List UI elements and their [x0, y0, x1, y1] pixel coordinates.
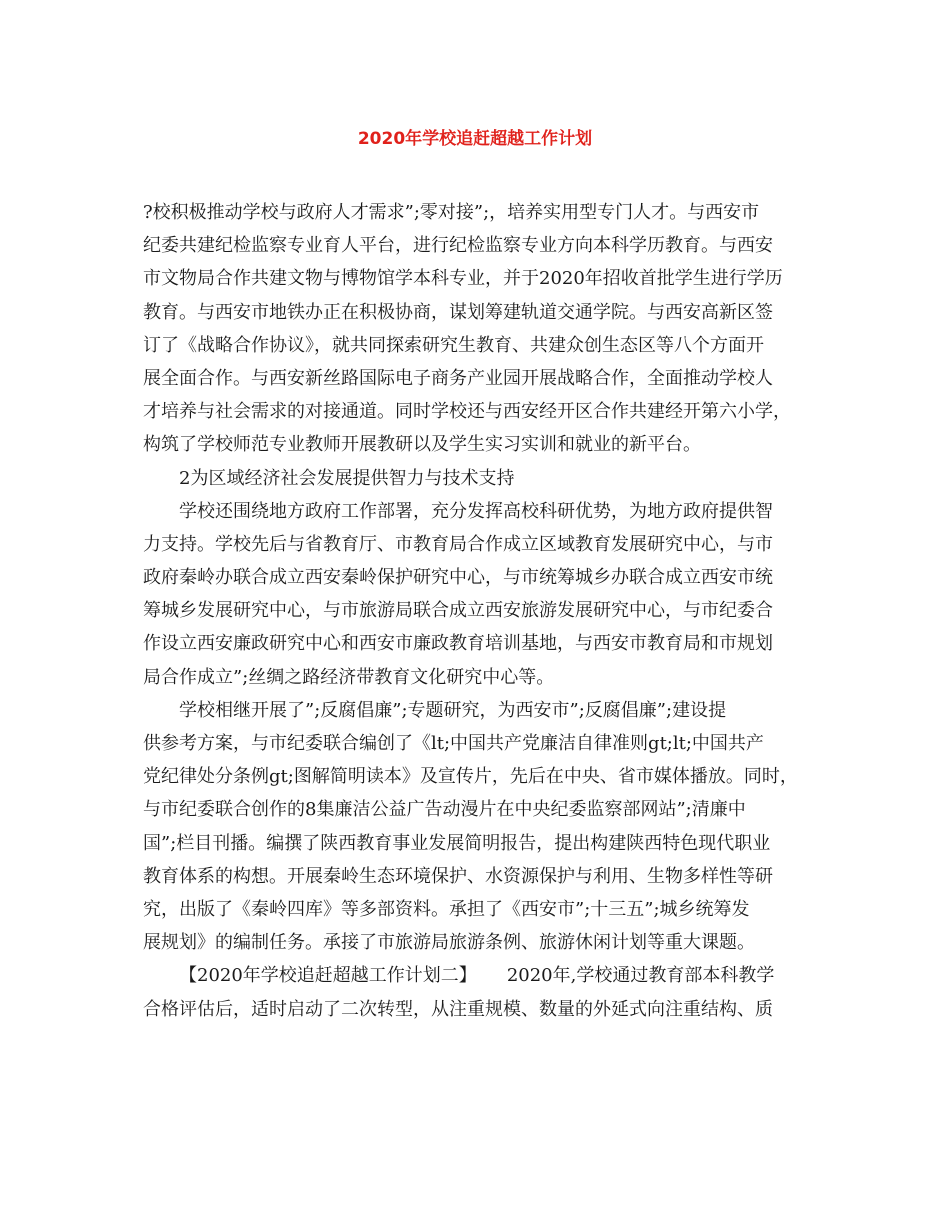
body-line [143, 959, 807, 992]
body-line: 究，出版了《秦岭四库》等多部资料。承担了《西安市”;十三五”;城乡统筹发 [143, 898, 750, 920]
body-line: 构筑了学校师范专业教师开展教研以及学生实习实训和就业的新平台。 [143, 434, 701, 456]
body-line: 教育。与西安市地铁办正在积极协商，谋划筹建轨道交通学院。与西安高新区签 [143, 301, 773, 323]
body-line: 展全面合作。与西安新丝路国际电子商务产业园开展战略合作，全面推动学校人 [143, 367, 773, 389]
body-line-continuation: 2020年,学校通过教育部本科教学 [506, 965, 775, 987]
body-line: 展规划》的编制任务。承接了市旅游局旅游条例、旅游休闲计划等重大课题。 [143, 932, 755, 954]
body-line: 才培养与社会需求的对接通道。同时学校还与西安经开区合作共建经开第六小学， [143, 401, 791, 423]
body-line: 纪委共建纪检监察专业育人平台，进行纪检监察专业方向本科学历教育。与西安 [143, 235, 773, 257]
body-line: 筹城乡发展研究中心，与市旅游局联合成立西安旅游发展研究中心，与市纪委合 [143, 600, 773, 622]
body-line: 力支持。学校先后与省教育厅、市教育局合作成立区域教育发展研究中心，与市 [143, 533, 773, 555]
body-line: 订了《战略合作协议》，就共同探索研究生教育、共建众创生态区等八个方面开 [143, 334, 764, 356]
body-line: 学校还围绕地方政府工作部署，充分发挥高校科研优势，为地方政府提供智 [179, 500, 773, 522]
document-title: 2020年学校追赶超越工作计划 [357, 129, 593, 149]
body-line: ?校积极推动学校与政府人才需求”;零对接”;，培养实用型专门人才。与西安市 [143, 202, 760, 223]
body-line: 党纪律处分条例gt;图解简明读本》及宣传片，先后在中央、省市媒体播放。同时， [143, 766, 798, 788]
section-marker: 【2020年学校追赶超越工作计划二】 [179, 965, 477, 987]
body-line: 教育体系的构想。开展秦岭生态环境保护、水资源保护与利用、生物多样性等研 [143, 865, 773, 887]
body-line: 与市纪委联合创作的8集廉洁公益广告动漫片在中央纪委监察部网站”;清廉中 [143, 799, 746, 821]
document-body [143, 196, 807, 1026]
body-line: 政府秦岭办联合成立西安秦岭保护研究中心，与市统筹城乡办联合成立西安市统 [143, 567, 773, 589]
body-line: 市文物局合作共建文物与博物馆学本科专业，并于2020年招收首批学生进行学历 [143, 268, 783, 290]
body-line: 合格评估后，适时启动了二次转型，从注重规模、数量的外延式向注重结构、质 [143, 998, 773, 1020]
body-line: 局合作成立”;丝绸之路经济带教育文化研究中心等。 [143, 666, 555, 688]
body-line: 国”;栏目刊播。编撰了陕西教育事业发展简明报告，提出构建陕西特色现代职业 [143, 832, 771, 854]
body-line: 学校相继开展了”;反腐倡廉”;专题研究，为西安市”;反腐倡廉”;建设提 [179, 699, 727, 721]
section-heading: 2为区域经济社会发展提供智力与技术支持 [179, 467, 515, 489]
body-line: 作设立西安廉政研究中心和西安市廉政教育培训基地，与西安市教育局和市规划 [143, 633, 773, 655]
body-line: 供参考方案，与市纪委联合编创了《lt;中国共产党廉洁自律准则gt;lt;中国共产 [143, 733, 764, 754]
